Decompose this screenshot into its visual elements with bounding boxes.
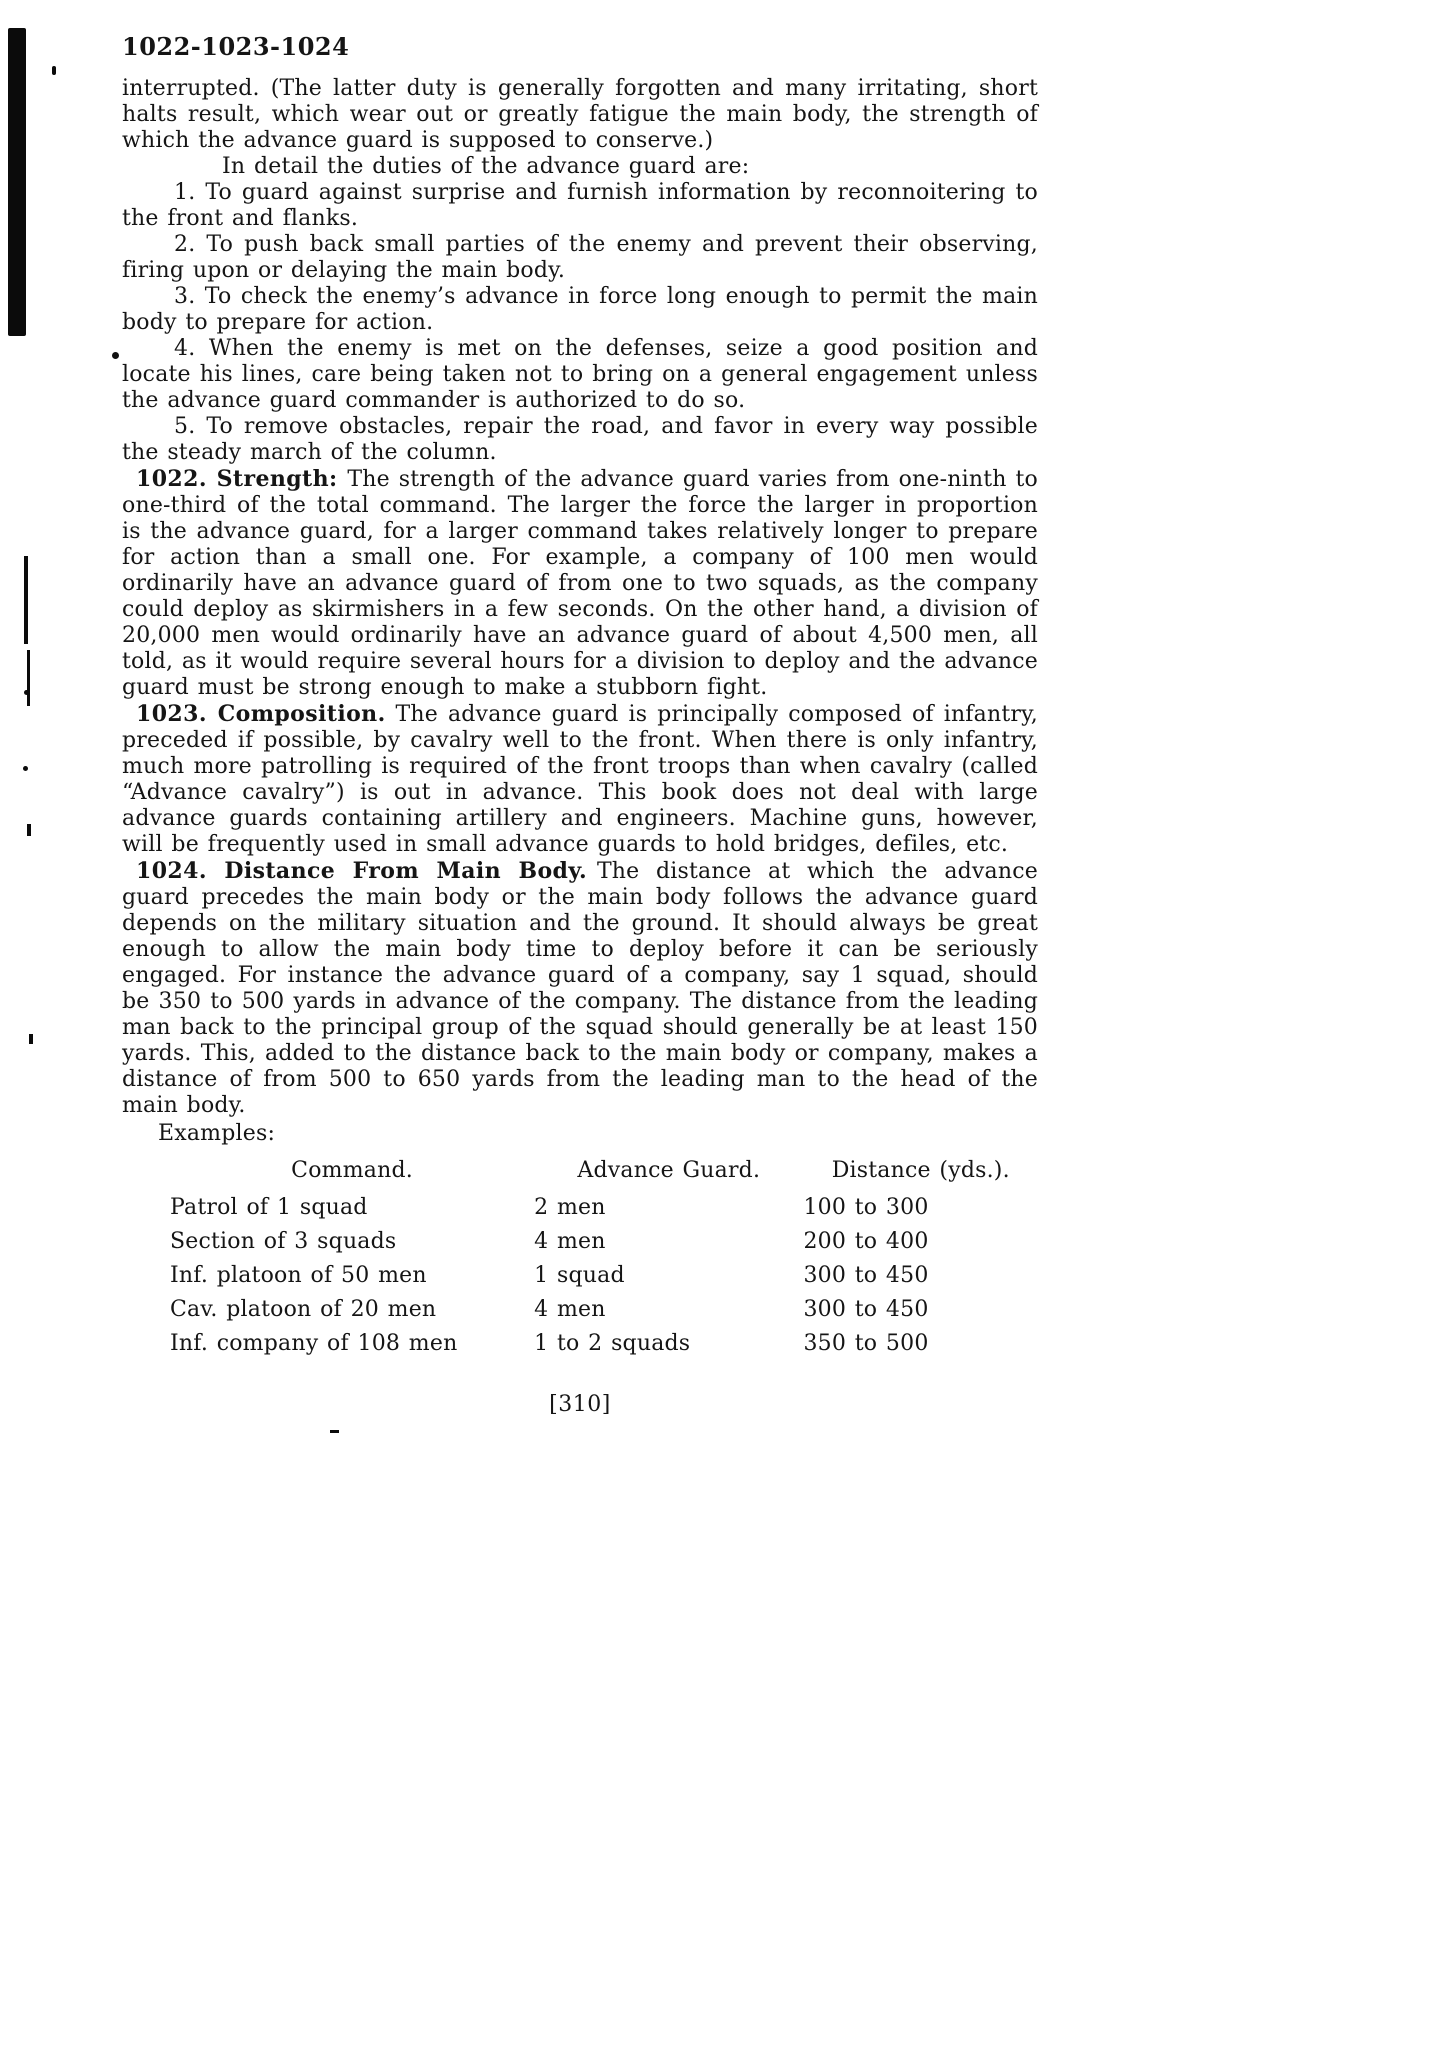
paragraph-text: 1. To guard against surprise and furnish information by reconnoitering to the front and flanks. bbox=[122, 180, 1038, 231]
page-content bbox=[122, 76, 1038, 1361]
cell-command: Inf. platoon of 50 men bbox=[170, 1263, 427, 1288]
paragraph-text: 4. When the enemy is met on the defenses, seize a good position and locate his lines, care being taken not to bring on a general engagement unless the advance guard commander is authorized to do so. bbox=[122, 336, 1038, 413]
cell-advance-guard: 2 men bbox=[534, 1195, 606, 1220]
scan-artifact-speck bbox=[27, 824, 31, 836]
paragraph-text: interrupted. (The latter duty is generally forgotten and many irritating, short halts result, which wear out or greatly fatigue the main body, the strength of which the advance guard is supposed to conserve.) bbox=[122, 76, 1038, 153]
table-row bbox=[170, 1293, 1038, 1327]
cell-command: Cav. platoon of 20 men bbox=[170, 1297, 437, 1322]
section-1024-distance bbox=[122, 858, 1038, 1119]
table-row bbox=[170, 1191, 1038, 1225]
paragraph-text: The advance guard is principally composed of infantry, preceded if possible, by cavalry well to the front. When there is only infantry, much more patrolling is required of the front troops than when cavalry (called “Advance cavalry”) is out in advance. This book does not deal with large advance guards containing artillery and engineers. Machine guns, however, will be frequently used in small advance guards to hold bridges, defiles, etc. bbox=[122, 702, 1038, 857]
duty-item-3 bbox=[122, 284, 1038, 336]
section-1023-composition bbox=[122, 701, 1038, 858]
table-header-distance: Distance (yds.). bbox=[831, 1158, 1010, 1183]
cell-advance-guard: 4 men bbox=[534, 1297, 606, 1322]
margin-bullet-mark bbox=[112, 352, 119, 359]
paragraph-continuation bbox=[122, 76, 1038, 154]
duty-item-1 bbox=[122, 180, 1038, 232]
cell-advance-guard: 4 men bbox=[534, 1229, 606, 1254]
scan-artifact-speck bbox=[330, 1430, 339, 1433]
examples-label bbox=[122, 1121, 1038, 1147]
cell-distance: 200 to 400 bbox=[803, 1229, 929, 1254]
scan-artifact-speck bbox=[52, 66, 56, 75]
table-header-command: Command. bbox=[291, 1158, 413, 1183]
duty-item-5 bbox=[122, 414, 1038, 466]
duty-item-2 bbox=[122, 232, 1038, 284]
cell-distance: 300 to 450 bbox=[803, 1263, 929, 1288]
page-footer-number: [310] bbox=[549, 1392, 611, 1417]
scan-artifact-bar bbox=[8, 28, 26, 336]
cell-command: Section of 3 squads bbox=[170, 1229, 397, 1254]
scan-artifact-mark bbox=[27, 650, 30, 706]
paragraph-text: Examples: bbox=[158, 1121, 276, 1146]
section-1022-strength bbox=[122, 466, 1038, 701]
table-row bbox=[170, 1327, 1038, 1361]
table-row bbox=[170, 1259, 1038, 1293]
section-heading: 1024. Distance From Main Body. bbox=[136, 858, 588, 884]
cell-command: Patrol of 1 squad bbox=[170, 1195, 368, 1220]
cell-distance: 100 to 300 bbox=[803, 1195, 929, 1220]
section-heading: 1022. Strength: bbox=[136, 466, 338, 492]
paragraph-text: 5. To remove obstacles, repair the road, and favor in every way possible the steady march of the column. bbox=[122, 414, 1038, 465]
examples-table bbox=[170, 1153, 1038, 1361]
scan-artifact-speck bbox=[24, 690, 29, 695]
table-header-row bbox=[170, 1153, 1038, 1191]
paragraph-text: In detail the duties of the advance guard are: bbox=[222, 154, 750, 179]
scan-artifact-mark bbox=[24, 556, 28, 644]
cell-distance: 300 to 450 bbox=[803, 1297, 929, 1322]
cell-distance: 350 to 500 bbox=[803, 1331, 929, 1356]
cell-advance-guard: 1 to 2 squads bbox=[534, 1331, 691, 1356]
table-header-advance-guard: Advance Guard. bbox=[577, 1158, 761, 1183]
paragraph-text: 3. To check the enemy’s advance in force long enough to permit the main body to prepare for action. bbox=[122, 284, 1038, 335]
scan-artifact-speck bbox=[23, 766, 28, 771]
table-row bbox=[170, 1225, 1038, 1259]
cell-command: Inf. company of 108 men bbox=[170, 1331, 458, 1356]
duty-item-4 bbox=[122, 336, 1038, 414]
paragraph-intro-duties bbox=[122, 154, 1038, 180]
section-heading: 1023. Composition. bbox=[136, 701, 386, 727]
page-header-numbers: 1022-1023-1024 bbox=[122, 32, 350, 61]
paragraph-text: 2. To push back small parties of the enemy and prevent their observing, firing upon or delaying the main body. bbox=[122, 232, 1038, 283]
paragraph-text: The distance at which the advance guard precedes the main body or the main body follows the advance guard depends on the military situation and the ground. It should always be great enough to allow the main body time to deploy before it can be seriously engaged. For instance the advance guard of a company, say 1 squad, should be 350 to 500 yards in advance of the company. The distance from the leading man back to the principal group of the squad should generally be at least 150 yards. This, added to the distance back to the main body or company, makes a distance of from 500 to 650 yards from the leading man to the head of the main body. bbox=[122, 859, 1038, 1118]
scan-artifact-speck bbox=[29, 1034, 33, 1044]
cell-advance-guard: 1 squad bbox=[534, 1263, 625, 1288]
paragraph-text: The strength of the advance guard varies from one-ninth to one-third of the total command. The larger the force the larger in proportion is the advance guard, for a larger command takes relatively longer to prepare for action than a small one. For example, a company of 100 men would ordinarily have an advance guard of from one to two squads, as the company could deploy as skirmishers in a few seconds. On the other hand, a division of 20,000 men would ordinarily have an advance guard of about 4,500 men, all told, as it would require several hours for a division to deploy and the advance guard must be strong enough to make a stubborn fight. bbox=[122, 467, 1039, 700]
